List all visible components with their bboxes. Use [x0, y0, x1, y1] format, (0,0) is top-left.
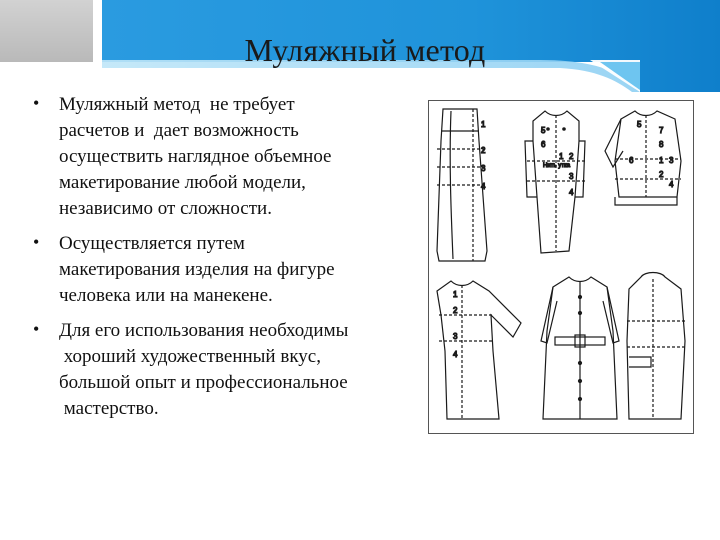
bullet-line: большой опыт и профессиональное	[59, 372, 348, 393]
skirt-sketch	[437, 109, 487, 261]
grain-note: Нить утка	[543, 163, 571, 169]
dress-sketch	[525, 111, 585, 253]
bullet-line: человека или на манекене.	[59, 285, 273, 306]
figure-label: 1	[453, 290, 458, 299]
bullet-item	[33, 92, 425, 222]
figure-label: 4	[569, 188, 574, 197]
bullet-line: расчетов и дает возможность	[59, 120, 299, 141]
bullet-list	[33, 92, 425, 431]
figure-label: 3	[481, 164, 486, 173]
bullet-dot: •	[33, 319, 40, 339]
bullet-line: Для его использования необходимы	[59, 320, 349, 341]
figure-label: 1	[559, 152, 564, 161]
figure-label: 2	[481, 146, 486, 155]
coat-form-sketch	[627, 273, 685, 420]
figure-label: 5	[637, 120, 642, 129]
figure-label: 4	[669, 180, 674, 189]
figure-label: 1	[481, 120, 486, 129]
figure-label: 4	[453, 350, 458, 359]
bullet-line: макетирования изделия на фигуре	[59, 259, 335, 280]
figure-label: 6	[541, 140, 546, 149]
bullet-line: макетирование любой модели,	[59, 172, 306, 193]
garment-sketches	[429, 101, 693, 433]
figure-label: 1	[659, 156, 664, 165]
bullet-line: осуществить наглядное объемное	[59, 146, 332, 167]
bullet-line: Муляжный метод не требует	[59, 94, 295, 115]
draping-illustration	[428, 100, 694, 434]
coat-sketch	[541, 277, 619, 419]
bullet-line: мастерство.	[59, 398, 159, 419]
figure-label: 3	[569, 172, 574, 181]
bullet-line: независимо от сложности.	[59, 198, 272, 219]
figure-label: 3	[669, 156, 674, 165]
figure-label: 8	[659, 140, 664, 149]
figure-label: 3	[453, 332, 458, 341]
bullet-item	[33, 231, 425, 309]
figure-label: 2	[569, 152, 574, 161]
bullet-line: хороший художественный вкус,	[59, 346, 321, 367]
figure-label: 4	[481, 182, 486, 191]
figure-label: 2	[453, 306, 458, 315]
figure-label: 6	[629, 156, 634, 165]
bullet-dot: •	[33, 232, 40, 252]
figure-label: 5	[541, 126, 546, 135]
figure-label: 2	[659, 170, 664, 179]
asymmetric-dress-sketch	[437, 281, 521, 419]
figure-label: 7	[659, 126, 664, 135]
bullet-line: Осуществляется путем	[59, 233, 245, 254]
bullet-dot: •	[33, 93, 40, 113]
bullet-item	[33, 318, 425, 422]
slide-title: Муляжный метод	[244, 32, 486, 68]
